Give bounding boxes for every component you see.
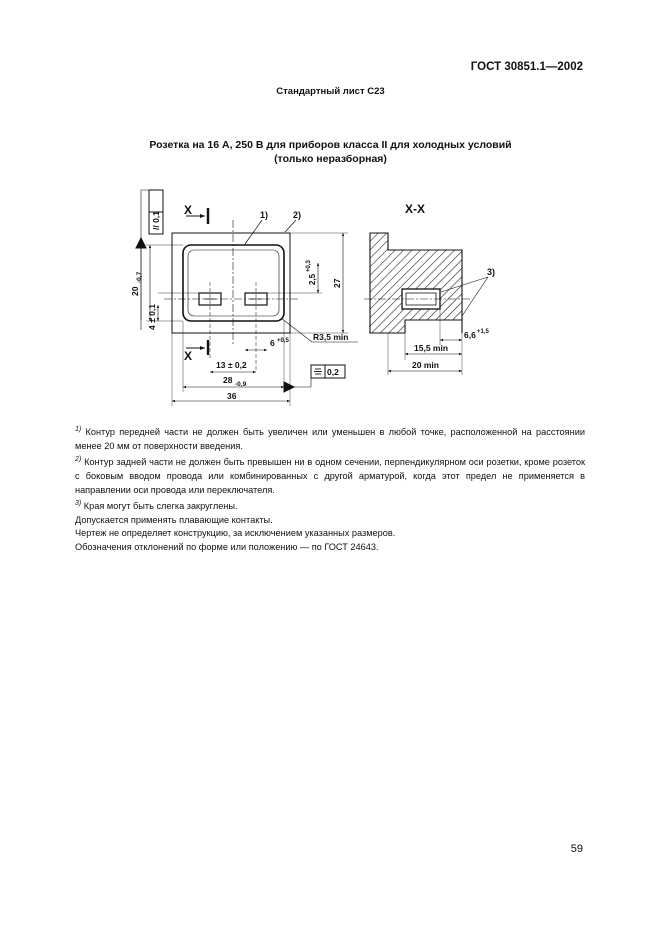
note-text: Контур задней части не должен быть превышен ни в одном сечении, перпендикулярном оси розетки, кроме розеток с боковым вводом провода или комбинированных с другой арматурой, когда этот предел не применяется в направлении оси провода или переключателя. [75,457,585,495]
dim-36: 36 [227,391,237,401]
figure-title-line-1: Розетка на 16 А, 250 В для приборов класса II для холодных условий [149,139,512,151]
callout-2: 2) [293,210,302,220]
dim-6: 6 [270,338,275,348]
front-contour [183,245,284,321]
dim-20-min: 20 min [412,360,439,370]
note-4 [75,514,585,528]
note-mark: 1) [75,426,82,433]
dim-2-5: 2,5 [308,273,317,285]
section-view [364,233,488,375]
dim-6-6: 6,6 [464,330,476,340]
cut-mark-top: Х [184,203,193,217]
figure-title-line-2: (только неразборная) [274,153,387,165]
dim-4: 4 ± 0,1 [147,304,157,330]
note-text: Края могут быть слегка закруглены. [83,501,238,512]
notes [75,423,585,555]
parallelism-tolerance: // 0,1 [151,211,161,230]
cut-mark-bottom: Х [184,349,193,363]
symmetry-tolerance: 0,2 [327,367,339,377]
sheet-title: Стандартный лист С23 [276,86,385,97]
standard-code: ГОСТ 30851.1—2002 [470,61,583,73]
dim-15-5: 15,5 min [414,343,449,353]
note-text: Обозначения отклонений по форме или положению — по ГОСТ 24643. [75,541,379,552]
dim-radius: R3,5 min [313,332,349,342]
section-body [370,233,462,333]
note-5 [75,527,585,541]
dim-28-tolerance: -0,9 [235,381,247,388]
note-mark: 3) [75,500,82,508]
dim-6-6-tolerance: +1,5 [477,329,489,335]
note-text: Чертеж не определяет конструкцию, за исключением указанных размеров. [75,528,396,539]
note-text: Допускается применять плавающие контакты. [75,514,273,525]
dim-20: 20 [130,286,140,296]
note-6 [75,541,585,555]
front-view [136,190,358,406]
dim-27: 27 [332,278,342,288]
callout-3: 3) [487,267,496,277]
note-mark: 2) [75,456,82,464]
note-2 [75,453,585,497]
note-text: Контур передней части не должен быть увеличен или уменьшен в любой точке, расположенной на расстоянии менее 20 мм от поверхности введения. [75,427,585,451]
dim-28: 28 [223,375,233,385]
dim-6-tolerance: +0,5 [277,338,289,344]
note-1 [75,423,585,453]
dim-20-tolerance: -0,7 [136,271,143,283]
dim-13: 13 ± 0,2 [216,360,247,370]
page-number: 59 [570,843,583,855]
outer-contour [172,233,290,333]
section-label: Х-Х [405,202,426,216]
inner-contour [188,250,279,316]
dim-2-5-tolerance: +0,3 [306,260,312,272]
callout-1: 1) [260,210,269,220]
note-3 [75,497,585,514]
